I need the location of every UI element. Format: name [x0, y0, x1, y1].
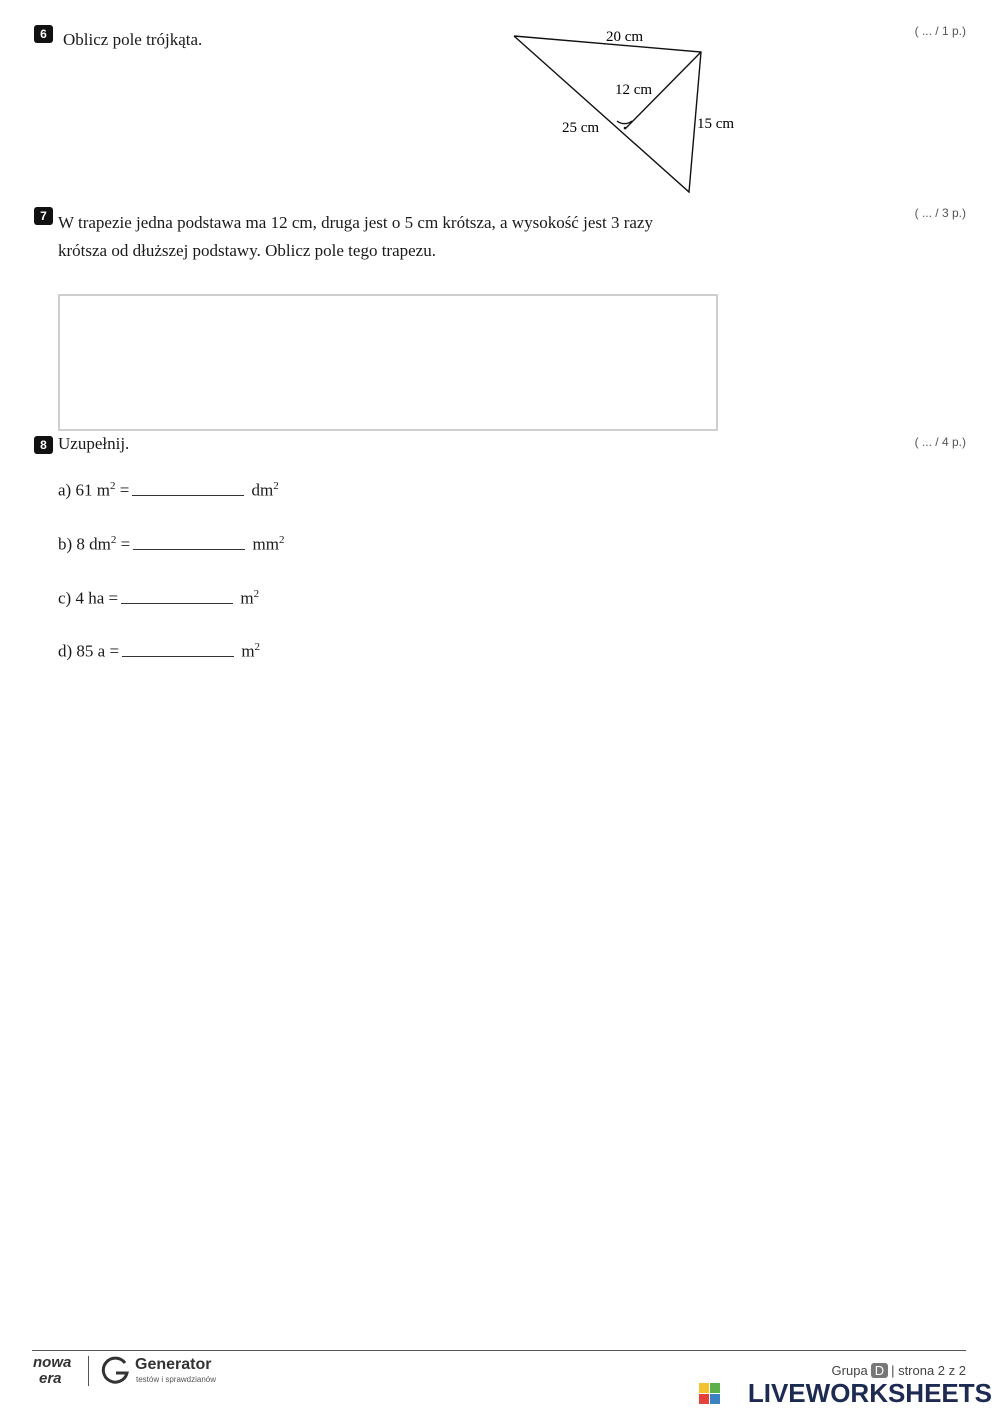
liveworksheets-watermark: LIVEWORKSHEETS [747, 1378, 992, 1408]
footer-divider [32, 1350, 966, 1351]
points-indicator: ( ... / 3 p.) [914, 206, 966, 220]
question-text-line2: krótsza od dłuższej podstawy. Oblicz pole tego trapezu. [58, 241, 436, 260]
points-indicator: ( ... / 4 p.) [914, 435, 966, 449]
group-letter-badge: D [871, 1363, 888, 1378]
points-indicator: ( ... / 1 p.) [914, 24, 966, 38]
answer-blank[interactable] [132, 481, 244, 496]
question-number-badge: 7 [34, 207, 53, 225]
conversion-item-b: b) 8 $dm^2 = mm^2$ [58, 534, 285, 554]
generator-title: Generator [135, 1356, 212, 1373]
triangle-figure [500, 20, 760, 200]
question-text-line1: W trapezie jedna podstawa ma 12 cm, druga jest o 5 cm krótsza, a wysokość jest 3 razy [58, 213, 653, 232]
answer-blank[interactable] [133, 535, 245, 550]
liveworksheets-logo-icon [699, 1383, 721, 1405]
triangle-outline [514, 36, 701, 192]
answer-blank[interactable] [122, 642, 234, 657]
right-angle-dot [624, 127, 627, 130]
group-page-info: Grupa D | strona 2 z 2 [831, 1363, 966, 1378]
footer-logo-divider [88, 1356, 89, 1386]
question-text: Uzupełnij. [58, 434, 130, 453]
conversion-item-c: c) 4 ha = $m^2$ [58, 588, 260, 608]
answer-blank[interactable] [121, 589, 233, 604]
nowa-era-logo: nowa era [33, 1354, 72, 1387]
conversion-item-d: d) 85 $a = m^2$ [58, 641, 261, 661]
answer-box[interactable] [58, 294, 718, 431]
question-number-badge: 8 [34, 436, 53, 454]
label-top-side: 20 cm [606, 29, 644, 45]
conversion-item-a: a) 61 $m^2 = dm^2$ [58, 480, 279, 500]
label-left-side: 25 cm [562, 120, 600, 136]
label-right-side: 15 cm [697, 116, 735, 132]
label-height: 12 cm [615, 82, 653, 98]
generator-subtitle: testów i sprawdzianów [136, 1375, 217, 1384]
question-text: Oblicz pole trójkąta. [63, 30, 203, 49]
question-number-badge: 6 [34, 25, 53, 43]
generator-g-icon [101, 1356, 131, 1386]
